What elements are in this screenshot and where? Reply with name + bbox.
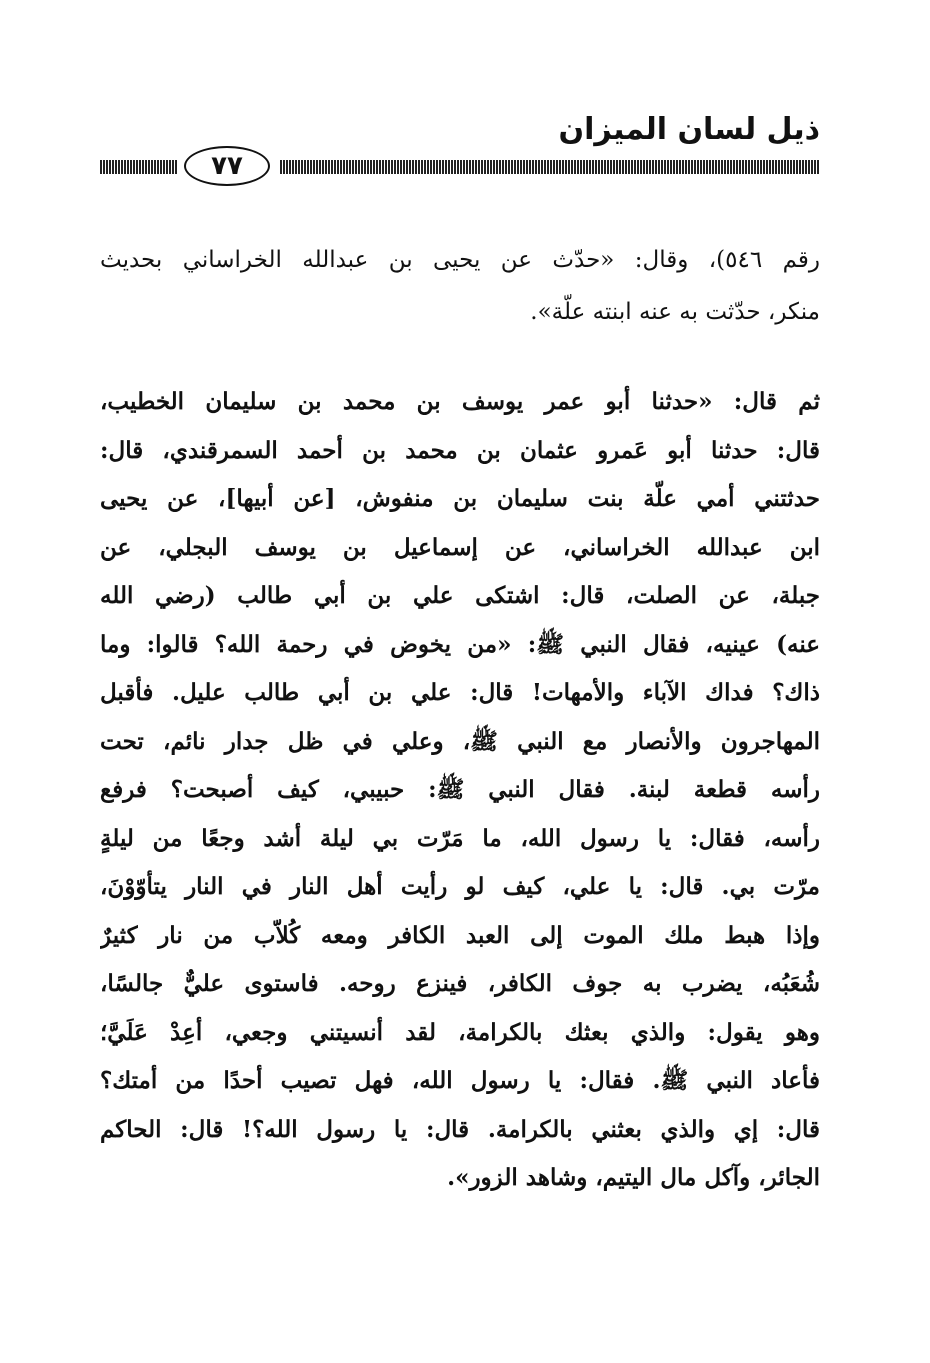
text-line: المهاجرون والأنصار مع النبي ﷺ، وعلي في ظل جدار نائم، تحت xyxy=(100,727,820,755)
header-rule-right xyxy=(280,160,820,174)
text-line: رقم ٥٤٦)، وقال: «حدّث عن يحيى بن عبدالله الخراساني بحديث xyxy=(100,247,820,273)
page-number: ٧٧ xyxy=(184,146,270,186)
header-rule-left xyxy=(100,160,178,174)
text-line: شُعَبُه، يضرب به جوف الكافر، فينزع روحه. فاستوى عليٌّ جالسًا، xyxy=(100,970,820,997)
paragraph-2 xyxy=(100,378,820,1203)
text-line: رأسه، فقال: يا رسول الله، ما مَرّت بي ليلة أشد وجعًا من ليلةٍ xyxy=(100,824,820,852)
text-line: مرّت بي. قال: يا علي، كيف لو رأيت أهل النار في النار يتأوّوْنَ، xyxy=(100,873,820,900)
running-title: ذيل لسان الميزان xyxy=(558,112,820,147)
text-line: منكر، حدّثت به عنه ابنته علّة». xyxy=(530,299,820,325)
text-line: حدثتني أمي علّة بنت سليمان بن منفوش، [عن أبيها]، عن يحيى xyxy=(100,485,820,512)
text-line: قال: إي والذي بعثني بالكرامة. قال: يا رسول الله؟! قال: الحاكم xyxy=(100,1115,820,1143)
text-line: جبلة، عن الصلت، قال: اشتكى علي بن أبي طالب (رضي الله xyxy=(100,582,820,609)
text-line: وهو يقول: والذي بعثك بالكرامة، لقد أنسيتني وجعي، أعِدْ عَلَيَّ؛ xyxy=(100,1018,820,1046)
text-line: رأسه قطعة لبنة. فقال النبي ﷺ: حبيبي، كيف أصبحت؟ فرفع xyxy=(100,776,820,803)
text-line: ذاك؟ فداك الآباء والأمهات! قال: علي بن أبي طالب عليل. فأقبل xyxy=(100,679,820,706)
page-header xyxy=(100,112,820,192)
text-line: ثم قال: «حدثنا أبو عمر يوسف بن محمد بن سليمان الخطيب، xyxy=(100,388,820,415)
text-line: ابن عبدالله الخراساني، عن إسماعيل بن يوسف البجلي، عن xyxy=(100,533,820,561)
text-line: قال: حدثنا أبو عَمرو عثمان بن محمد بن أحمد السمرقندي، قال: xyxy=(100,436,820,464)
text-line: عنه) عينيه، فقال النبي ﷺ: «من يخوض في رحمة الله؟ قالوا: وما xyxy=(100,630,820,658)
text-line: الجائر، وآكل مال اليتيم، وشاهد الزور». xyxy=(447,1164,820,1191)
paragraph-1 xyxy=(100,234,820,338)
text-line: فأعاد النبي ﷺ. فقال: يا رسول الله، فهل تصيب أحدًا من أمتك؟ xyxy=(100,1067,820,1094)
text-line: وإذا هبط ملك الموت إلى العبد الكافر ومعه كُلاّب من نار كثيرٌ xyxy=(100,921,820,949)
